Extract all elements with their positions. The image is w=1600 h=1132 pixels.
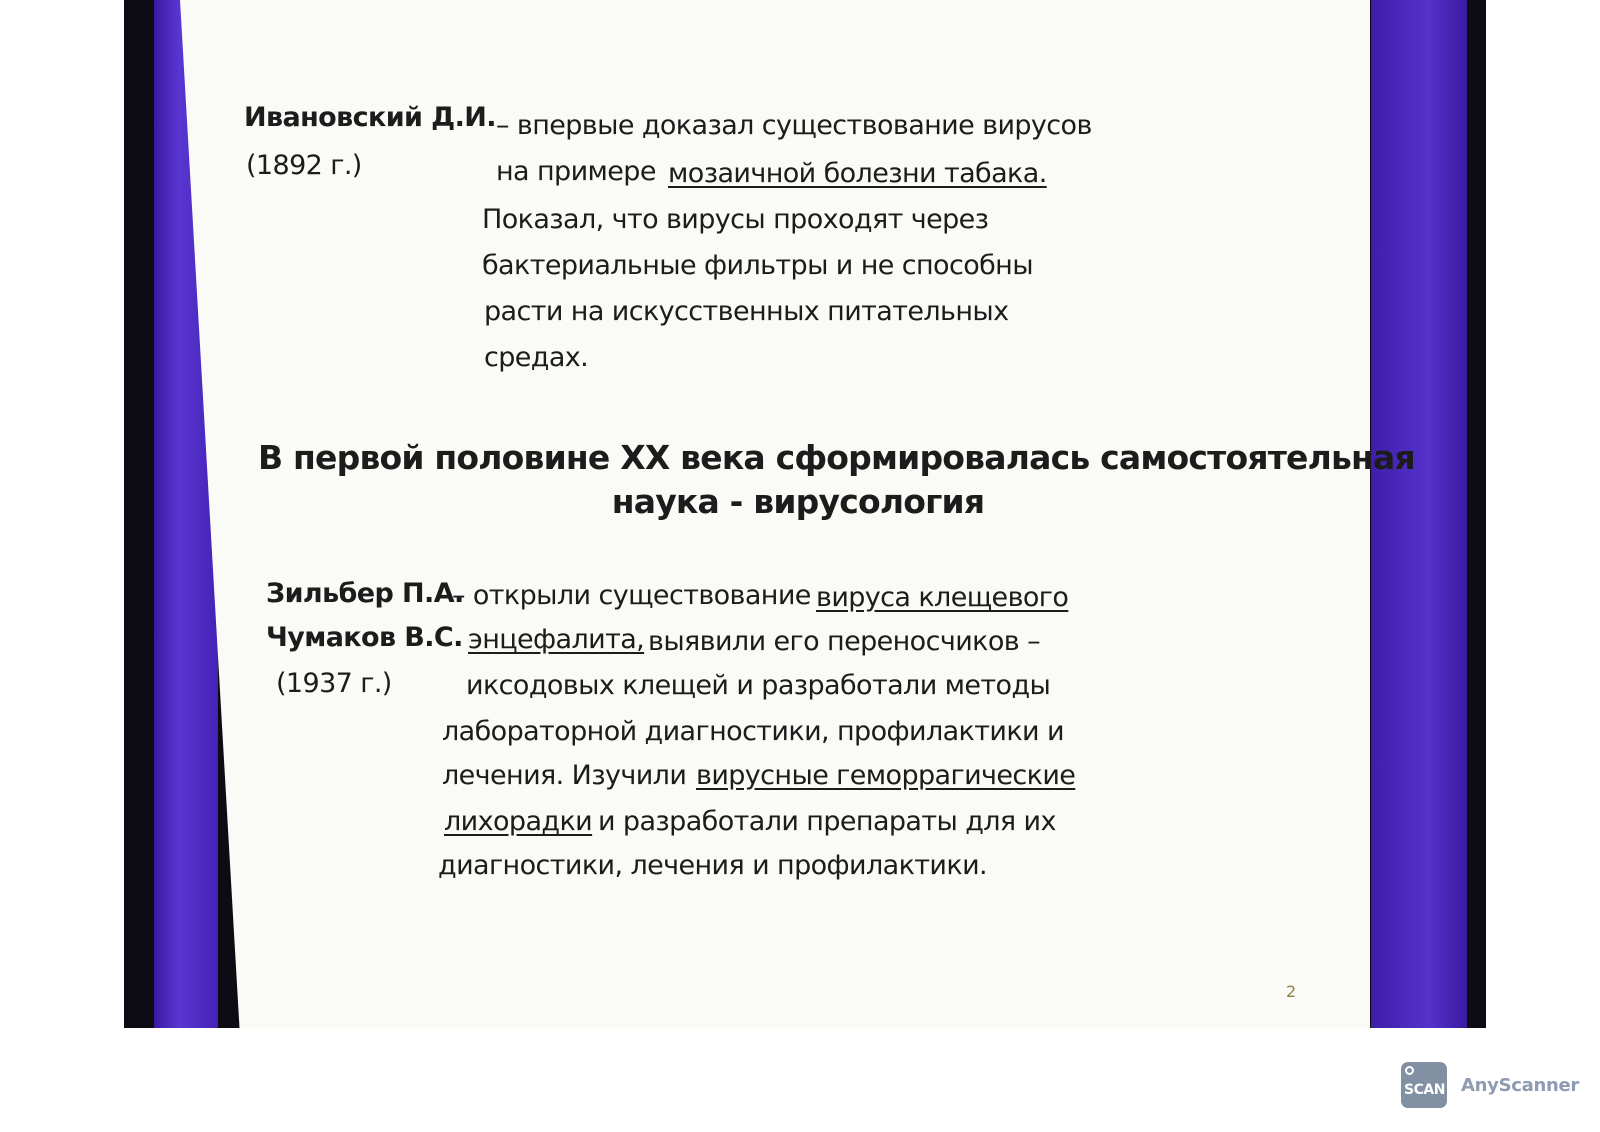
zilber-line2-rest: выявили его переносчиков – (648, 626, 1040, 657)
chumakov-name: Чумаков В.С. (266, 622, 463, 653)
zilber-year: (1937 г.) (276, 668, 392, 699)
scan-icon-label: SCAN (1404, 1082, 1445, 1098)
ivanovsky-line2-prefix: на примере (496, 156, 656, 187)
slide-heading (258, 436, 1415, 524)
scan-icon (1401, 1062, 1447, 1108)
lens-icon (1405, 1066, 1414, 1075)
anyscanner-watermark (1401, 1062, 1579, 1108)
ivanovsky-claim: – впервые доказал существование вирусов (496, 110, 1092, 141)
zilber-line7: диагностики, лечения и профилактики. (438, 850, 988, 881)
hemorrhagic-link: вирусные геморрагические (696, 760, 1076, 791)
heading-line2: наука - вирусология (611, 482, 985, 521)
ivanovsky-disease-link: мозаичной болезни табака. (668, 158, 1047, 189)
fevers-link: лихорадки (444, 806, 593, 837)
tick-virus-link: вируса клещевого (816, 582, 1069, 613)
zilber-line5-prefix: лечения. Изучили (442, 760, 687, 791)
zilber-line3: иксодовых клещей и разработали методы (466, 670, 1051, 701)
ivanovsky-line3: Показал, что вирусы проходят через (482, 204, 989, 235)
zilber-line4: лабораторной диагностики, профилактики и (442, 716, 1064, 747)
ivanovsky-line4: бактериальные фильтры и не способны (482, 250, 1033, 281)
ivanovsky-year: (1892 г.) (246, 150, 362, 181)
zilber-line6-rest: и разработали препараты для их (598, 806, 1056, 837)
ivanovsky-name: Ивановский Д.И. (244, 102, 496, 133)
brand-name: AnyScanner (1461, 1074, 1579, 1096)
ivanovsky-line6: средах. (484, 342, 589, 373)
encephalitis-link: энцефалита, (468, 624, 645, 655)
zilber-name: Зильбер П.А. (266, 578, 464, 609)
ivanovsky-line5: расти на искусственных питательных (484, 296, 1009, 327)
slide-page-number: 2 (1286, 982, 1297, 1001)
zilber-line1-dash: – открыли существование (452, 580, 811, 611)
heading-line1: В первой половине XX века сформировалась самостоятельная (258, 438, 1415, 477)
